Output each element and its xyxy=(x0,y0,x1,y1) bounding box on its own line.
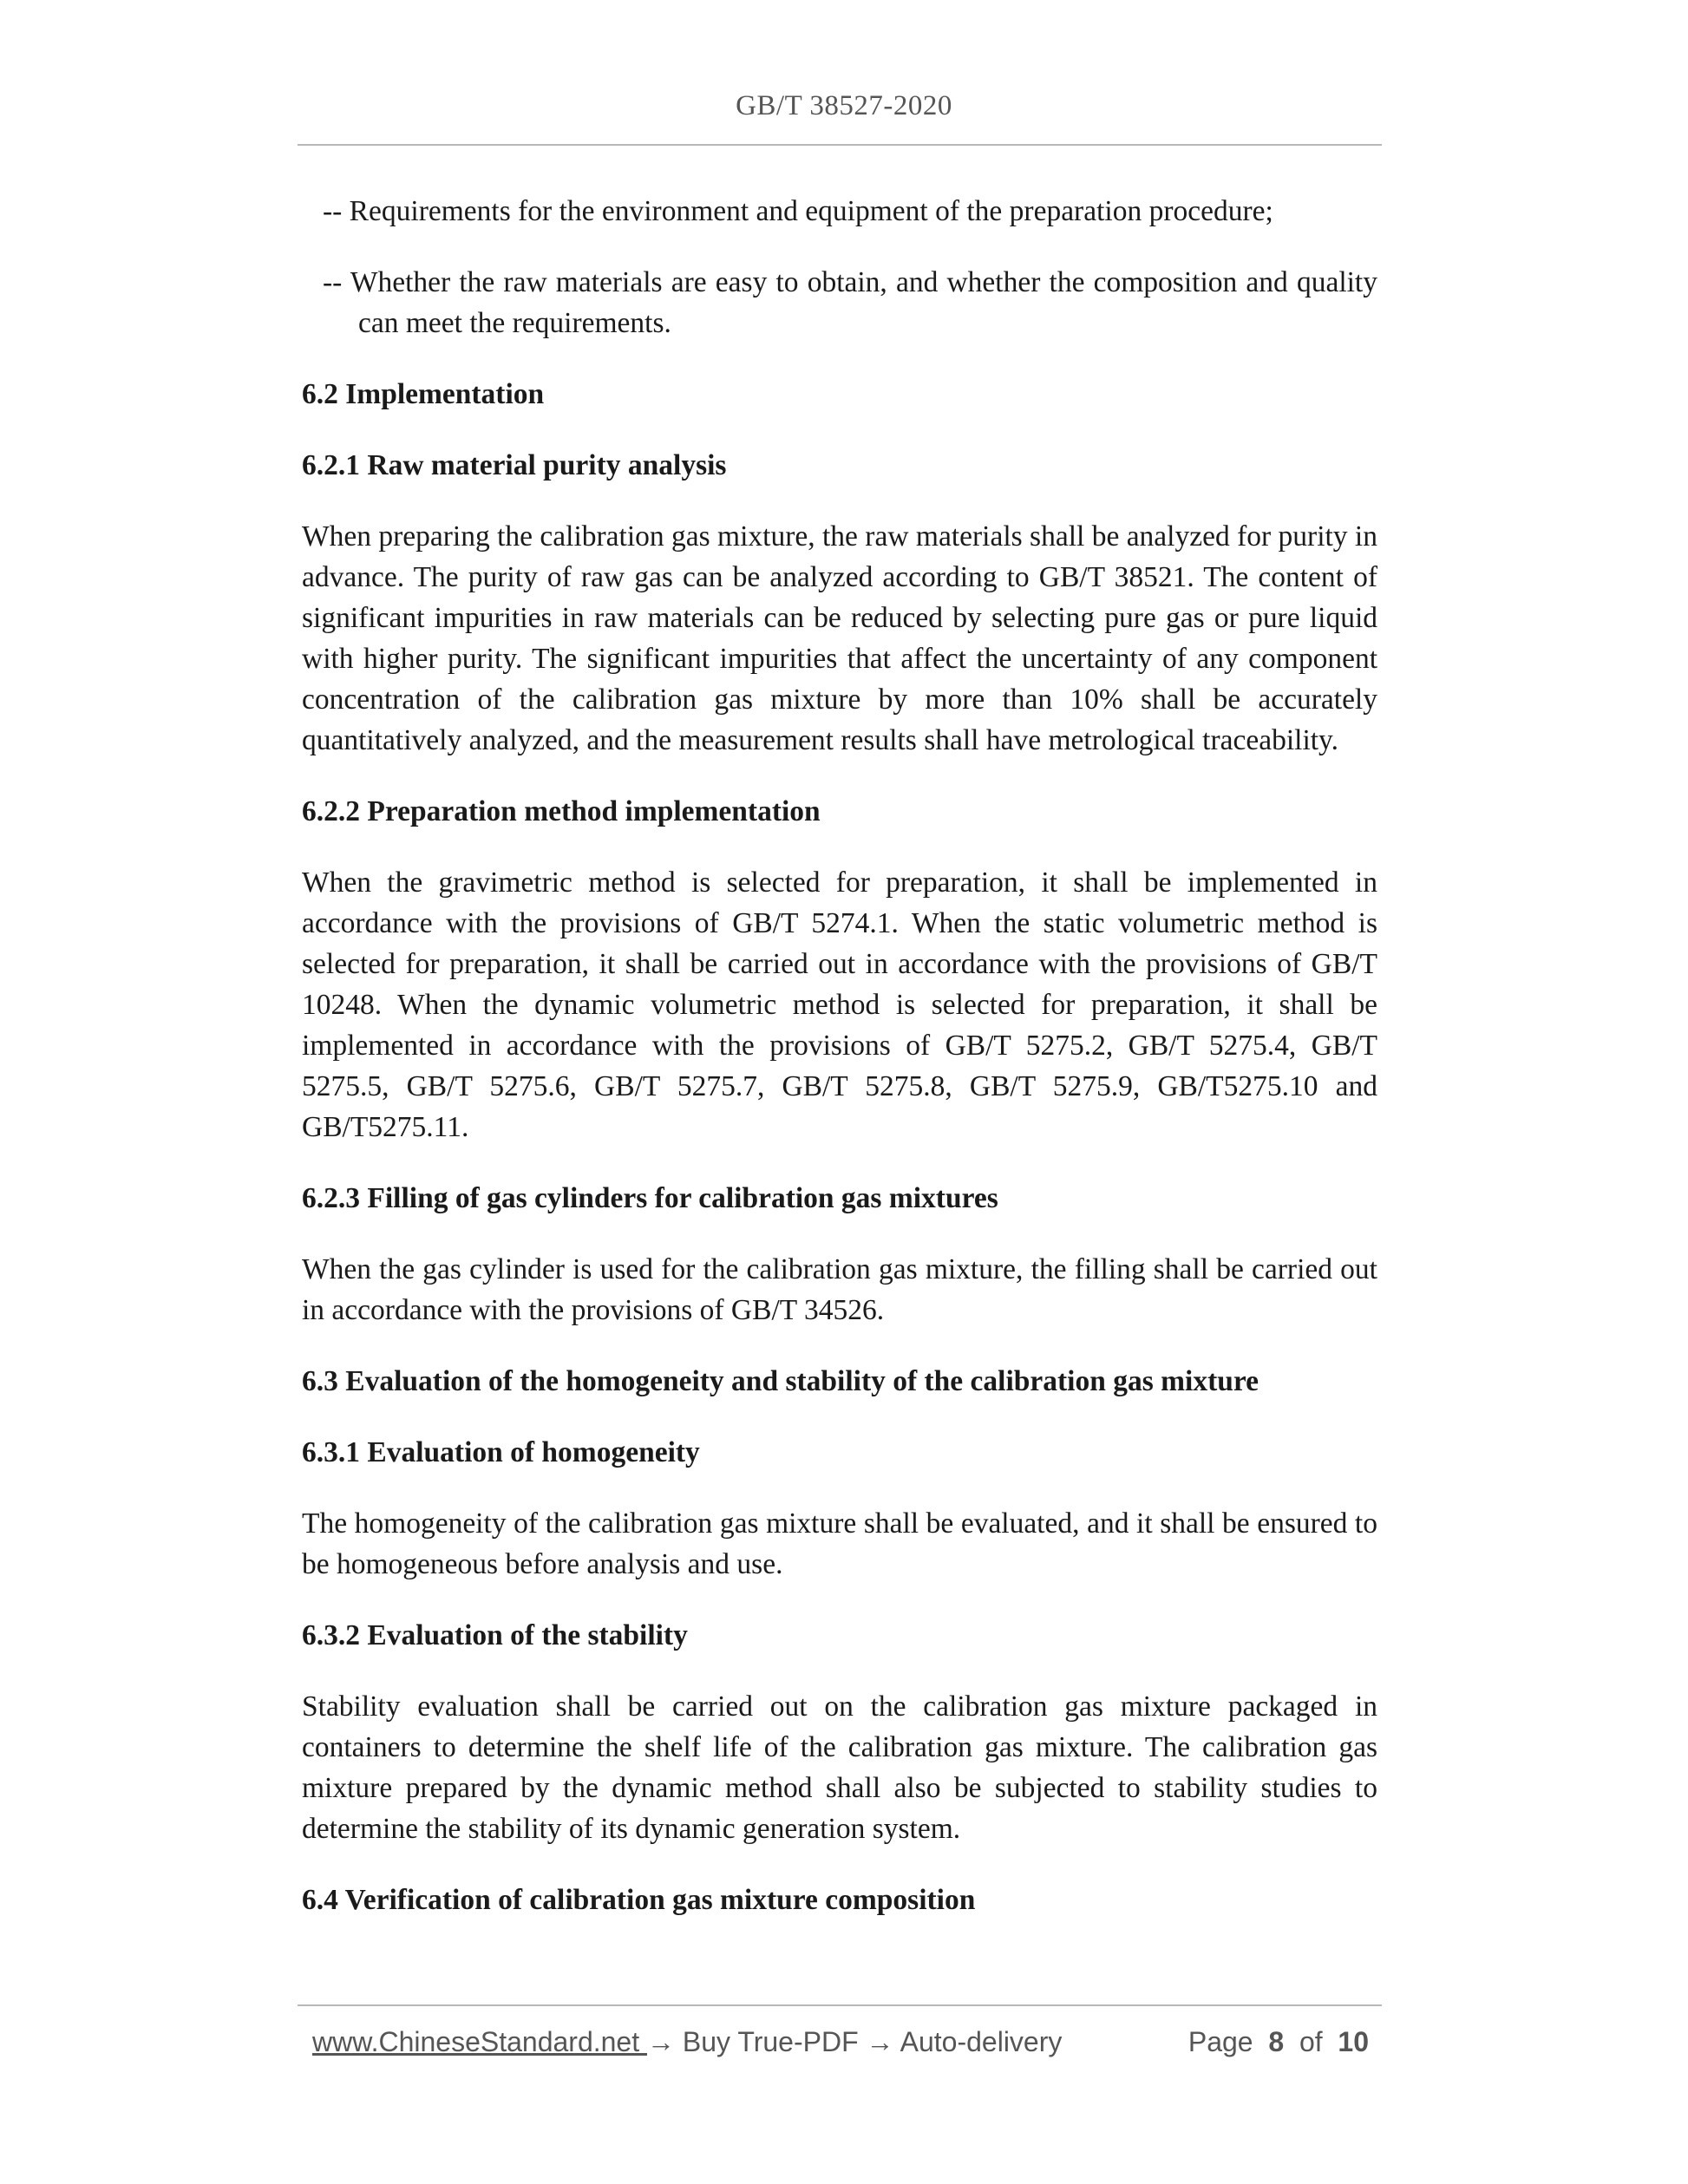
list-item: -- Requirements for the environment and equipment of the preparation procedure; xyxy=(323,195,1273,227)
document-body xyxy=(302,191,1377,1951)
arrow-right-icon: → xyxy=(647,2026,675,2057)
footer-divider xyxy=(298,2004,1382,2006)
page-header xyxy=(0,90,1688,122)
page-total: 10 xyxy=(1338,2026,1369,2057)
page-number xyxy=(1188,2026,1369,2058)
section-heading-6-2: 6.2 Implementation xyxy=(302,378,545,410)
paragraph-6-2-3: When the gas cylinder is used for the calibration gas mixture, the filling shall be carried out in accordance with the provisions of GB/T 34526. xyxy=(302,1253,1377,1326)
auto-delivery-text: Auto-delivery xyxy=(893,2026,1063,2057)
section-heading-6-2-3: 6.2.3 Filling of gas cylinders for calibration gas mixtures xyxy=(302,1182,998,1214)
section-heading-6-3-1: 6.3.1 Evaluation of homogeneity xyxy=(302,1436,700,1468)
buy-true-pdf-text: Buy True-PDF xyxy=(675,2026,867,2057)
paragraph-6-2-1: When preparing the calibration gas mixture, the raw materials shall be analyzed for purity in advance. The purity of raw gas can be analyzed according to GB/T 38521. The content of significant impurities in raw materials can be reduced by selecting pure gas or pure liquid with higher purity. The significant impurities that affect the uncertainty of any component concentration of the calibration gas mixture by more than 10% shall be accurately quantitatively analyzed, and the measurement results shall have metrological traceability. xyxy=(302,520,1377,756)
list-item: -- Whether the raw materials are easy to obtain, and whether the composition and quality can meet the requirements. xyxy=(323,266,1377,339)
section-heading-6-2-2: 6.2.2 Preparation method implementation xyxy=(302,795,821,827)
document-id: GB/T 38527-2020 xyxy=(736,90,952,121)
section-heading-6-3: 6.3 Evaluation of the homogeneity and stability of the calibration gas mixture xyxy=(302,1365,1259,1397)
section-heading-6-3-2: 6.3.2 Evaluation of the stability xyxy=(302,1619,688,1651)
paragraph-6-2-2: When the gravimetric method is selected for preparation, it shall be implemented in accordance with the provisions of GB/T 5274.1. When the static volumetric method is selected for preparation, it shall be carried out in accordance with the provisions of GB/T 10248. When the dynamic volumetric method is selected for preparation, it shall be implemented in accordance with the provisions of GB/T 5275.2, GB/T 5275.4, GB/T 5275.5, GB/T 5275.6, GB/T 5275.7, GB/T 5275.8, GB/T 5275.9, GB/T5275.10 and GB/T5275.11. xyxy=(302,866,1377,1143)
section-heading-6-2-1: 6.2.1 Raw material purity analysis xyxy=(302,449,727,481)
paragraph-6-3-1: The homogeneity of the calibration gas mixture shall be evaluated, and it shall be ensured to be homogeneous before analysis and use. xyxy=(302,1507,1377,1580)
footer-promo xyxy=(312,2026,1062,2058)
paragraph-6-3-2: Stability evaluation shall be carried out on the calibration gas mixture packaged in containers to determine the shelf life of the calibration gas mixture. The calibration gas mixture prepared by the dynamic method shall also be subjected to stability studies to determine the stability of its dynamic generation system. xyxy=(302,1690,1377,1845)
page-footer xyxy=(312,2026,1369,2064)
website-link[interactable]: www.ChineseStandard.net xyxy=(312,2026,647,2057)
page-current: 8 xyxy=(1268,2026,1285,2057)
header-divider xyxy=(298,144,1382,146)
section-heading-6-4: 6.4 Verification of calibration gas mixture composition xyxy=(302,1884,976,1916)
page-of-label: of xyxy=(1299,2026,1323,2057)
arrow-right-icon: → xyxy=(866,2026,894,2057)
page-label: Page xyxy=(1187,2026,1253,2057)
